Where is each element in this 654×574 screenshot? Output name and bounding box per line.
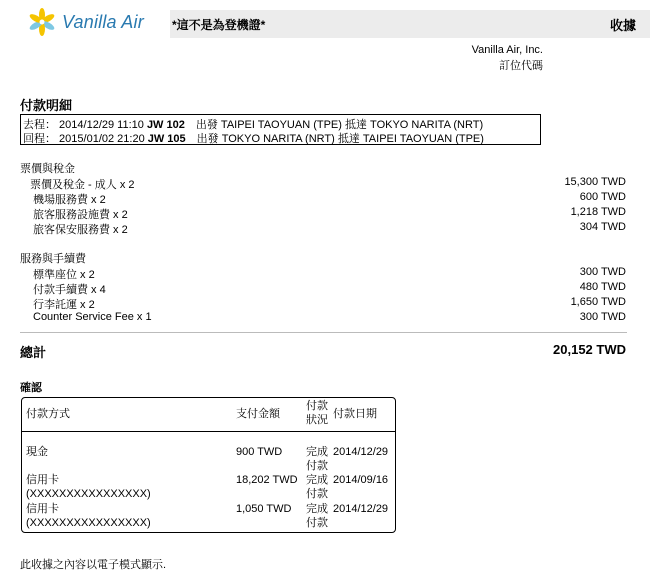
booking-ref-label: 訂位代碼 <box>499 60 543 72</box>
payment-method: 現金 <box>26 446 48 458</box>
footer-note: 此收據之內容以電子模式顯示. <box>20 559 167 571</box>
flight-number: JW 105 <box>147 133 186 145</box>
payment-date: 2014/12/29 <box>333 503 389 515</box>
fare-item-label: 旅客保安服務費 x 2 <box>33 224 128 236</box>
fare-item-value: 600 TWD <box>579 191 626 203</box>
fare-item-value: 304 TWD <box>579 221 626 233</box>
payment-table <box>21 397 396 533</box>
fare-item-value: 1,218 TWD <box>570 206 626 218</box>
header-bar <box>170 10 650 38</box>
service-item-label: 標準座位 x 2 <box>33 269 95 281</box>
service-item-value: 1,650 TWD <box>570 296 626 308</box>
header-amount: 支付金額 <box>236 408 280 420</box>
header-method: 付款方式 <box>26 408 70 420</box>
logo-text: Vanilla Air <box>62 12 144 32</box>
payment-amount: 900 TWD <box>236 446 283 458</box>
service-section-title: 服務與手續費 <box>20 253 86 265</box>
payment-date: 2014/09/16 <box>333 474 389 486</box>
service-item-label: Counter Service Fee x 1 <box>33 311 152 323</box>
service-item-label: 行李託運 x 2 <box>33 299 95 311</box>
fare-item-label: 旅客服務設施費 x 2 <box>33 209 128 221</box>
payment-amount: 18,202 TWD <box>236 474 298 486</box>
payment-status: 完成 <box>306 503 328 515</box>
receipt-title: 收據 <box>609 18 636 33</box>
itinerary-box <box>20 114 541 145</box>
company-block <box>472 42 543 74</box>
payment-status: 完成 <box>306 474 328 486</box>
total-label: 總計 <box>20 345 47 360</box>
header-status-line1: 付款 <box>306 400 328 412</box>
fare-section-title: 票價與稅金 <box>20 163 75 175</box>
header-status-line2: 狀況 <box>306 414 328 426</box>
payment-method: 信用卡 <box>26 474 59 486</box>
not-boarding-pass-notice: *這不是為登機證* <box>172 18 266 32</box>
itinerary-return <box>23 130 484 146</box>
service-item-value: 480 TWD <box>579 281 626 293</box>
itinerary-prefix: 去程： 2014/12/29 11:10 <box>23 119 147 131</box>
payment-details-title: 付款明細 <box>20 98 73 113</box>
fare-item-label: 票價及稅金 - 成人 x 2 <box>30 179 135 191</box>
flower-logo-icon <box>22 8 62 38</box>
payment-status: 付款 <box>306 517 328 529</box>
total-value: 20,152 TWD <box>553 342 626 357</box>
payment-status: 付款 <box>306 488 328 500</box>
itinerary-prefix: 回程： 2015/01/02 21:20 <box>23 133 148 145</box>
masked-card-number: (XXXXXXXXXXXXXXXX) <box>26 517 151 529</box>
itinerary-route: 出發 TAIPEI TAOYUAN (TPE) 抵達 TOKYO NARITA (NRT) <box>184 119 484 131</box>
masked-card-number: (XXXXXXXXXXXXXXXX) <box>26 488 151 500</box>
company-name: Vanilla Air, Inc. <box>471 44 543 56</box>
payment-date: 2014/12/29 <box>333 446 389 458</box>
payment-amount: 1,050 TWD <box>236 503 292 515</box>
payment-method: 信用卡 <box>26 503 59 515</box>
divider <box>20 332 627 333</box>
table-divider <box>22 431 395 432</box>
payment-status: 完成 <box>306 446 328 458</box>
fare-item-label: 機場服務費 x 2 <box>33 194 106 206</box>
vanilla-air-logo <box>18 8 168 38</box>
service-item-value: 300 TWD <box>579 311 626 323</box>
payment-status: 付款 <box>306 460 328 472</box>
header-date: 付款日期 <box>333 408 377 420</box>
service-item-label: 付款手續費 x 4 <box>33 284 106 296</box>
itinerary-route: 出發 TOKYO NARITA (NRT) 抵達 TAIPEI TAOYUAN (TPE) <box>185 133 484 145</box>
confirm-title: 確認 <box>20 382 42 394</box>
service-item-value: 300 TWD <box>579 266 626 278</box>
fare-item-value: 15,300 TWD <box>564 176 626 188</box>
flight-number: JW 102 <box>146 119 185 131</box>
